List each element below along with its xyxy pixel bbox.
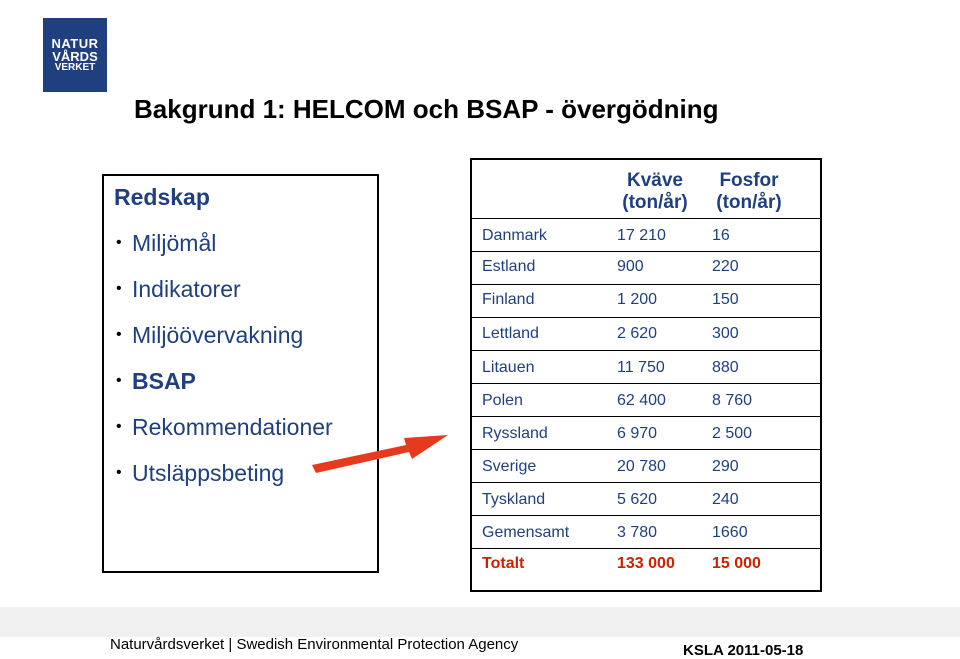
- bullet-icon: •: [116, 326, 122, 343]
- table-row: [472, 251, 820, 285]
- fosfor-cell: 240: [712, 491, 739, 508]
- country-cell: Estland: [482, 258, 536, 275]
- kvave-cell: 3 780: [617, 524, 658, 541]
- header-fosfor-label: Fosfor: [719, 170, 779, 191]
- total-fosfor: 15 000: [712, 555, 761, 572]
- tools-panel: [102, 174, 379, 573]
- table-row: [472, 284, 820, 318]
- tools-list-item: [116, 458, 333, 504]
- fosfor-cell: 290: [712, 458, 739, 475]
- logo-text-line3: VERKET: [54, 62, 96, 73]
- table-total-row: [472, 548, 820, 585]
- fosfor-cell: 1660: [712, 524, 748, 541]
- footer-date: KSLA 2011-05-18: [683, 642, 804, 659]
- kvave-cell: 11 750: [617, 359, 665, 376]
- fosfor-cell: 150: [712, 291, 739, 308]
- bullet-icon: •: [116, 234, 122, 251]
- country-cell: Gemensamt: [482, 524, 570, 541]
- country-cell: Tyskland: [482, 491, 546, 508]
- total-label: Totalt: [482, 555, 525, 572]
- emissions-table: [470, 158, 822, 592]
- header-kvave-label: Kväve: [627, 170, 683, 191]
- tools-item-label: Utsläppsbeting: [132, 460, 285, 486]
- kvave-cell: 62 400: [617, 392, 666, 409]
- kvave-cell: 5 620: [617, 491, 658, 508]
- logo-text-line2: VÅRDS: [52, 49, 98, 64]
- fosfor-cell: 16: [712, 227, 730, 244]
- bullet-icon: •: [116, 280, 122, 297]
- kvave-cell: 20 780: [617, 458, 666, 475]
- header-fosfor-unit: (ton/år): [716, 192, 782, 213]
- arrow-icon: [308, 425, 453, 477]
- country-cell: Danmark: [482, 227, 547, 244]
- country-cell: Polen: [482, 392, 523, 409]
- table-row: [472, 449, 820, 483]
- country-cell: Sverige: [482, 458, 537, 475]
- arrow-shape: [312, 435, 448, 473]
- tools-item-label: Miljömål: [132, 230, 217, 256]
- table-row: [472, 482, 820, 516]
- header-fosfor: [704, 170, 794, 214]
- table-row: [472, 218, 820, 252]
- slide-title: Bakgrund 1: HELCOM och BSAP - övergödning: [134, 94, 719, 124]
- naturvardsverket-logo: [43, 18, 107, 92]
- tools-item-label: Indikatorer: [132, 276, 241, 302]
- tools-panel-title: Redskap: [114, 184, 210, 210]
- table-row: [472, 317, 820, 351]
- header-kvave: [610, 170, 700, 214]
- tools-item-label: Rekommendationer: [132, 414, 333, 440]
- header-kvave-unit: (ton/år): [622, 192, 688, 213]
- total-kvave: 133 000: [617, 555, 675, 572]
- kvave-cell: 2 620: [617, 325, 658, 342]
- footer-bar: [0, 607, 960, 637]
- fosfor-cell: 220: [712, 258, 739, 275]
- tools-list: [116, 228, 333, 504]
- footer-text: Naturvårdsverket | Swedish Environmental Protection Agency: [110, 636, 519, 653]
- fosfor-cell: 8 760: [712, 392, 753, 409]
- country-cell: Ryssland: [482, 425, 548, 442]
- bullet-icon: •: [116, 464, 122, 481]
- bullet-icon: •: [116, 418, 122, 435]
- table-row: [472, 350, 820, 384]
- country-cell: Litauen: [482, 359, 535, 376]
- tools-list-item: [116, 366, 333, 412]
- tools-list-item: [116, 228, 333, 274]
- tools-list-item: [116, 274, 333, 320]
- fosfor-cell: 2 500: [712, 425, 753, 442]
- country-cell: Finland: [482, 291, 535, 308]
- kvave-cell: 17 210: [617, 227, 666, 244]
- tools-item-label: Miljöövervakning: [132, 322, 304, 348]
- tools-item-label: BSAP: [132, 368, 196, 394]
- table-row: [472, 416, 820, 450]
- fosfor-cell: 880: [712, 359, 739, 376]
- country-cell: Lettland: [482, 325, 539, 342]
- tools-list-item: [116, 320, 333, 366]
- table-row: [472, 515, 820, 549]
- table-row: [472, 383, 820, 417]
- kvave-cell: 900: [617, 258, 644, 275]
- kvave-cell: 6 970: [617, 425, 658, 442]
- fosfor-cell: 300: [712, 325, 739, 342]
- tools-list-item: [116, 412, 333, 458]
- logo-text-line1: NATUR: [51, 36, 99, 51]
- bullet-icon: •: [116, 372, 122, 389]
- kvave-cell: 1 200: [617, 291, 658, 308]
